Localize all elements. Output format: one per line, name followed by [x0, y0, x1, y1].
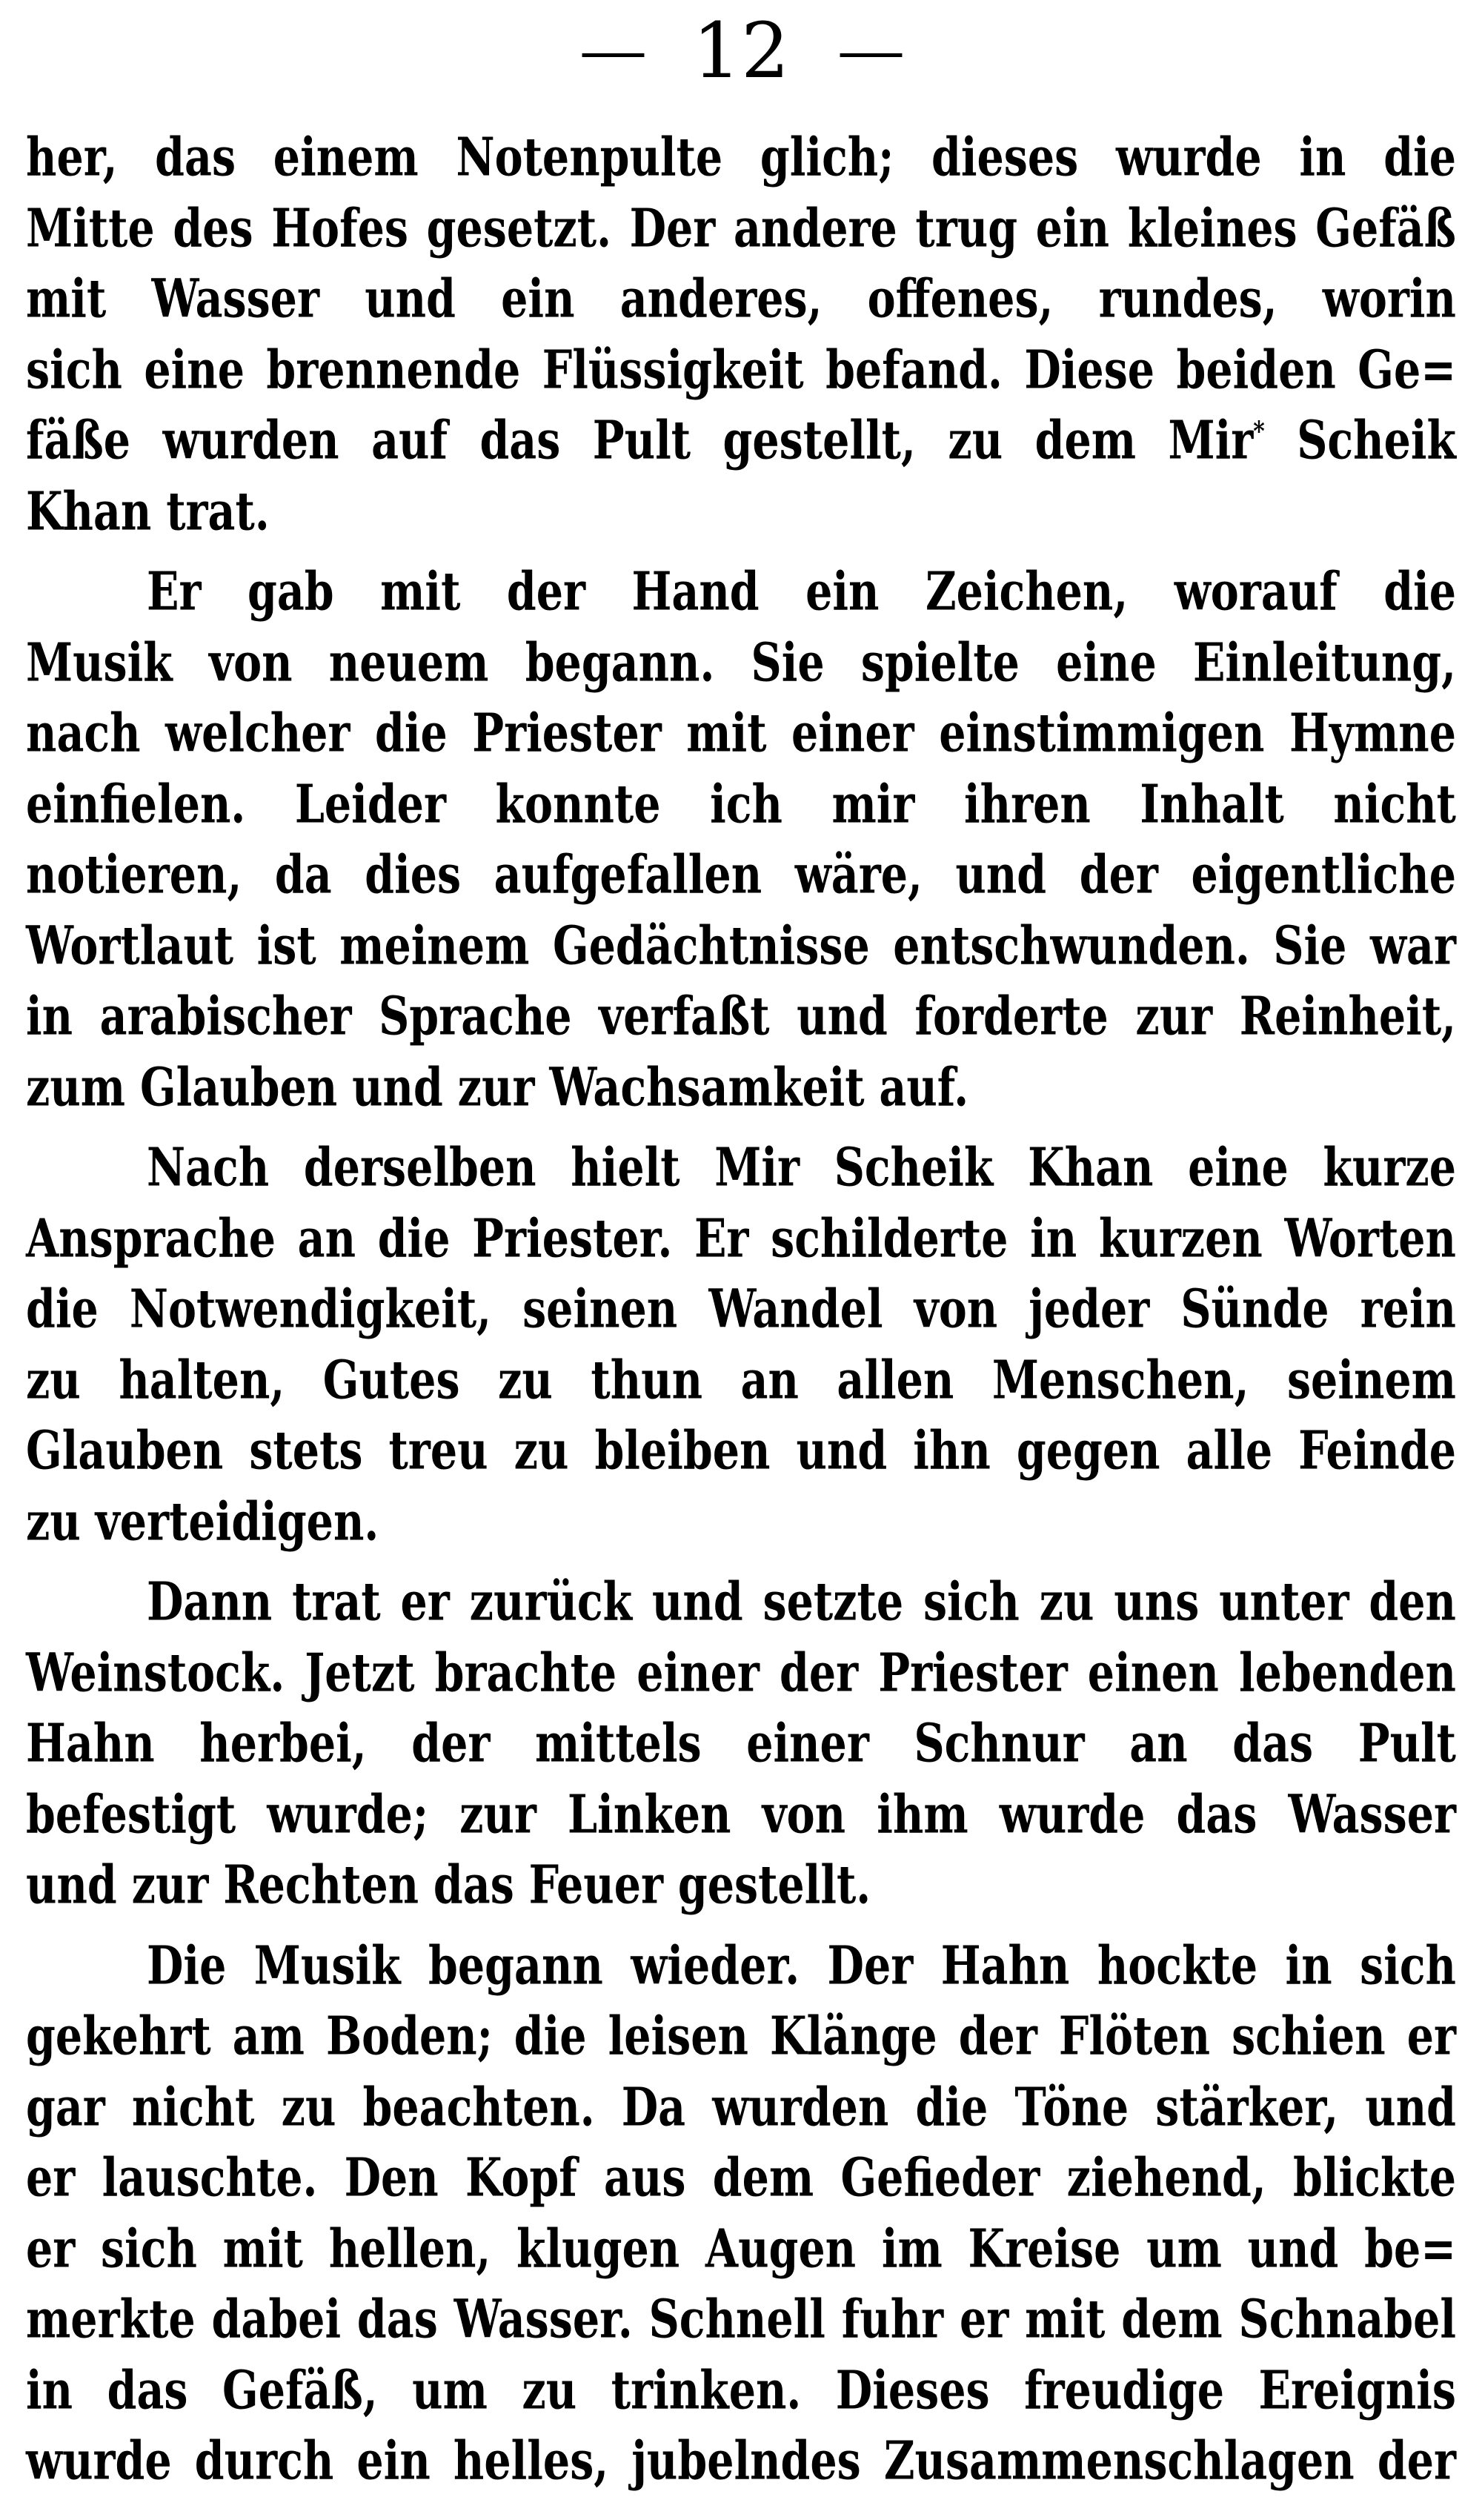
- paragraph: [26, 122, 1456, 547]
- text-line: wurde durch ein helles, jubelndes Zusammenschlagen der: [26, 2430, 1456, 2492]
- text-line: in das Gefäß, um zu trinken. Dieses freudige Ereignis: [26, 2359, 1456, 2421]
- text-line: einfielen. Leider konnte ich mir ihren Inhalt nicht: [26, 773, 1456, 835]
- text-line: in arabischer Sprache verfaßt und forderte zur Reinheit,: [26, 985, 1456, 1047]
- text-line: gekehrt am Boden; die leisen Klänge der Flöten schien er: [26, 2005, 1456, 2067]
- text-line: sich eine brennende Flüssigkeit befand. Diese beiden Ge=: [26, 339, 1456, 401]
- text-line: zu verteidigen.: [26, 1491, 379, 1553]
- header-dash-right: —: [837, 17, 903, 85]
- text-line: zu halten, Gutes zu thun an allen Menschen, seinem: [26, 1349, 1456, 1411]
- text-block: [26, 122, 1456, 2497]
- page-number: 12: [692, 7, 790, 96]
- text-line: Die Musik begann wieder. Der Hahn hockte in sich: [147, 1934, 1456, 1997]
- text-line: Musik von neuem begann. Sie spielte eine Einleitung,: [26, 631, 1456, 694]
- text-line: befestigt wurde; zur Linken von ihm wurde das Wasser: [26, 1783, 1456, 1846]
- text-line: mit Wasser und ein anderes, offenes, rundes, worin: [26, 268, 1456, 330]
- text-line: notieren, da dies aufgefallen wäre, und der eigentliche: [26, 843, 1456, 906]
- text-line: merkte dabei das Wasser. Schnell fuhr er mit dem Schnabel: [26, 2288, 1456, 2350]
- text-line: Er gab mit der Hand ein Zeichen, worauf die: [147, 560, 1456, 623]
- paragraph: [26, 1567, 1456, 1921]
- text-line: gar nicht zu beachten. Da wurden die Töne stärker, und: [26, 2076, 1456, 2138]
- text-line: Khan trat.: [26, 480, 270, 543]
- text-line: er sich mit hellen, klugen Augen im Kreise um und be=: [26, 2218, 1456, 2280]
- text-line: er lauschte. Den Kopf aus dem Gefieder ziehend, blickte: [26, 2146, 1456, 2209]
- footnote-marker: *: [1253, 414, 1265, 447]
- paragraph: [26, 1133, 1456, 1557]
- text-line: Nach derselben hielt Mir Scheik Khan eine kurze: [147, 1136, 1456, 1198]
- text-line: zum Glauben und zur Wachsamkeit auf.: [26, 1056, 969, 1118]
- text-line: Ansprache an die Priester. Er schilderte in kurzen Worten: [26, 1207, 1456, 1270]
- paragraph: [26, 557, 1456, 1123]
- text-line: Dann trat er zurück und setzte sich zu uns unter den: [147, 1571, 1456, 1633]
- paragraph: [26, 1931, 1456, 2497]
- header-dash-left: —: [579, 17, 645, 85]
- text-line: Wortlaut ist meinem Gedächtnisse entschwunden. Sie war: [26, 915, 1456, 977]
- text-line: und zur Rechten das Feuer gestellt.: [26, 1854, 871, 1916]
- page-header: [0, 0, 1482, 102]
- text-line: her, das einem Notenpulte glich; dieses wurde in die: [26, 126, 1456, 188]
- text-line: fäße wurden auf das Pult gestellt, zu dem Mir* Scheik: [26, 409, 1456, 471]
- text-line: Glauben stets treu zu bleiben und ihn gegen alle Feinde: [26, 1419, 1456, 1482]
- text-line: Mitte des Hofes gesetzt. Der andere trug ein kleines Gefäß: [26, 197, 1456, 259]
- text-line: die Notwendigkeit, seinen Wandel von jeder Sünde rein: [26, 1278, 1456, 1340]
- text-line: nach welcher die Priester mit einer einstimmigen Hymne: [26, 702, 1456, 764]
- text-line: Weinstock. Jetzt brachte einer der Priester einen lebenden: [26, 1642, 1456, 1704]
- text-line: Hahn herbei, der mittels einer Schnur an das Pult: [26, 1712, 1456, 1774]
